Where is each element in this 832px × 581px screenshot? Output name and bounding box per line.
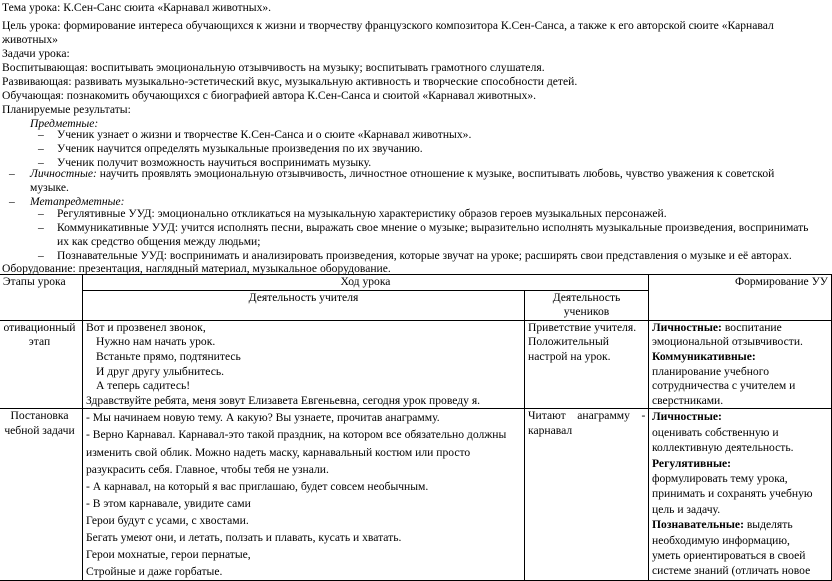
lesson-topic [2,1,271,15]
subject-results-title: Предметные: [30,117,99,130]
teacher-line: Герои мохнатые, герои пернатые, [86,548,251,562]
teacher-line: - Верно Карнавал. Карнавал-это такой праздник, на котором все обязательно должны [86,428,507,442]
stage-cell [0,409,83,581]
uud-cell [649,320,832,409]
teacher-line: Нужно нам начать урок. [96,335,216,349]
meta-item-regulatory: Регулятивные УУД: эмоционально откликаться на музыкальную характеристику образов героев музыкальных персонажей. [57,207,667,220]
subject-item: Ученик научится определять музыкальные произведения по их звучанию. [57,142,423,155]
stage-name: Постановка [10,409,69,423]
stage-cell [0,320,83,409]
uud-text: цель и задачу. [652,502,721,516]
col-students-label-2: учеников [563,305,610,319]
teacher-line: - Мы начинаем новую тему. А какую? Вы узнаете, прочитав анаграмму. [86,411,440,425]
personal-results [30,167,774,181]
student-activity-cell [525,409,649,581]
teacher-line: - В этом карнавале, увидите сами [86,496,251,510]
meta-title: Метапредметные: [30,195,125,208]
uud-text: сверстниками. [652,393,724,407]
teacher-line: Стройные и даже горбатые. [86,565,223,579]
uud-text: эмоциональной отзывчивости. [652,335,803,349]
uud-text: оценивать собственную и [652,425,779,439]
col-stages-label: Этапы урока [2,275,66,288]
uud-heading: Регулятивные: [652,456,731,470]
uud-heading: Личностные: [652,320,722,334]
results-title: Планируемые результаты: [2,103,131,116]
bullet-dash: – [9,195,15,208]
equipment: Оборудование: презентация, наглядный материал, музыкальное оборудование. [2,262,391,275]
bullet-dash: – [38,128,44,141]
teacher-activity-cell [83,320,525,409]
uud-text: сотрудничества с учителем и [652,379,796,393]
topic-label: Тема урока: [2,1,61,14]
col-teacher: Деятельность учителя [83,290,525,320]
meta-item-cognitive: Познавательные УУД: воспринимать и анализировать произведения, которые звучат на уроке; расширять свои представления о музыке и её авторах. [57,249,792,262]
col-forming: Формирование УУ [649,275,832,321]
student-line: настрой на урок. [528,349,611,363]
subject-item: Ученик узнает о жизни и творчестве К.Сен-Санса и о сюите «Карнавал животных». [57,128,472,141]
table-row [0,409,832,581]
bullet-dash: – [38,156,44,169]
personal-text: научить проявлять эмоциональную отзывчивость, личностное отношение к музыке, воспитывать любовь, чувство уважения к советской [96,167,775,180]
uud-cell [649,409,832,581]
stage-name: чебной задачи [4,423,75,437]
task-teaching: Обучающая: познакомить обучающихся с биографией автора К.Сен-Санса и сюитой «Карнавал животных». [2,89,537,102]
uud-text: системе знаний (отличать новое [652,564,811,578]
topic-text: К.Сен-Санс сюита «Карнавал животных». [63,1,272,14]
teacher-line: Вот и прозвенел звонок, [86,320,206,334]
lesson-goal-line1: Цель урока: формирование интереса обучающихся к жизни и творчеству французского композитора К.Сен-Санса, а также к его авторской сюите «Карнавал [2,19,774,32]
col-stages [0,275,83,321]
task-upbringing: Воспитывающая: воспитывать эмоциональную отзывчивость на музыку; воспитывать грамотного слушателя. [2,61,545,74]
teacher-line: Бегать умеют они, и летать, ползать и плавать, кусать и хватать. [86,531,402,544]
uud-text: выделять [743,518,793,532]
personal-text-cont: музыке. [30,181,69,194]
task-developing: Развивающая: развивать музыкально-эстетический вкус, музыкальную активность и творческие способности детей. [2,75,578,88]
uud-text: планирование учебного [652,364,769,378]
teacher-line: разукрасить себя. Главное, чтобы тебя не узнали. [86,462,329,476]
teacher-line: Здравствуйте ребята, меня зовут Елизавета Евгеньевна, сегодня урок проведу я. [86,393,481,407]
uud-text: необходимую информацию, [652,533,790,547]
col-students-label-1: Деятельность [552,290,621,304]
uud-text: уметь ориентироваться в своей [652,549,806,562]
uud-text: принимать и сохранять учебную [652,487,813,501]
uud-text: воспитание [721,320,782,334]
lesson-plan-table [0,274,832,581]
lesson-goal-line2: животных» [2,33,58,46]
personal-title: Личностные: [30,167,97,180]
student-line: Приветствие учителя. [528,320,637,334]
uud-heading: Личностные: [652,410,722,424]
bullet-dash: – [38,249,44,262]
teacher-line: - А карнавал, на который я вас приглашаю, будет совсем необычным. [86,479,429,493]
teacher-line: И друг другу улыбнитесь. [96,364,225,378]
meta-item-communicative: Коммуникативные УУД: учится исполнять песни, выражать свое мнение о музыке; выразительно исполнять музыкальные произведения, воспринимать [57,221,809,234]
col-students [525,290,649,320]
stage-name: этап [28,335,51,349]
student-activity-cell [525,320,649,409]
bullet-dash: – [9,167,15,180]
table-header-row [0,275,832,291]
bullet-dash: – [38,207,44,220]
teacher-line: Герои будут с усами, с хвостами. [86,513,249,527]
teacher-activity-cell [83,409,525,581]
uud-text: формулировать тему урока, [652,471,788,485]
table-row [0,320,832,409]
teacher-line: А теперь садитесь! [96,379,191,393]
bullet-dash: – [38,142,44,155]
bullet-dash: – [38,221,44,234]
col-course: Ход урока [83,275,649,291]
meta-item-communicative-cont: их как средство общения между людьми; [57,235,261,248]
uud-heading: Коммуникативные: [652,349,756,363]
student-line: Положительный [528,335,610,349]
uud-heading: Познавательные: [652,518,744,532]
tasks-title: Задачи урока: [2,47,70,60]
stage-name: отивационный [3,320,76,334]
student-line: Читают анаграмму - [528,409,646,423]
teacher-line: Встаньте прямо, подтянитесь [96,349,241,363]
subject-item: Ученик получит возможность научиться воспринимать музыку. [57,156,372,169]
teacher-line: изменить свой облик. Можно надеть маску, карнавальный костюм или просто [86,445,471,459]
uud-text: коллективную деятельность. [652,441,794,455]
student-line: карнавал [528,423,573,437]
